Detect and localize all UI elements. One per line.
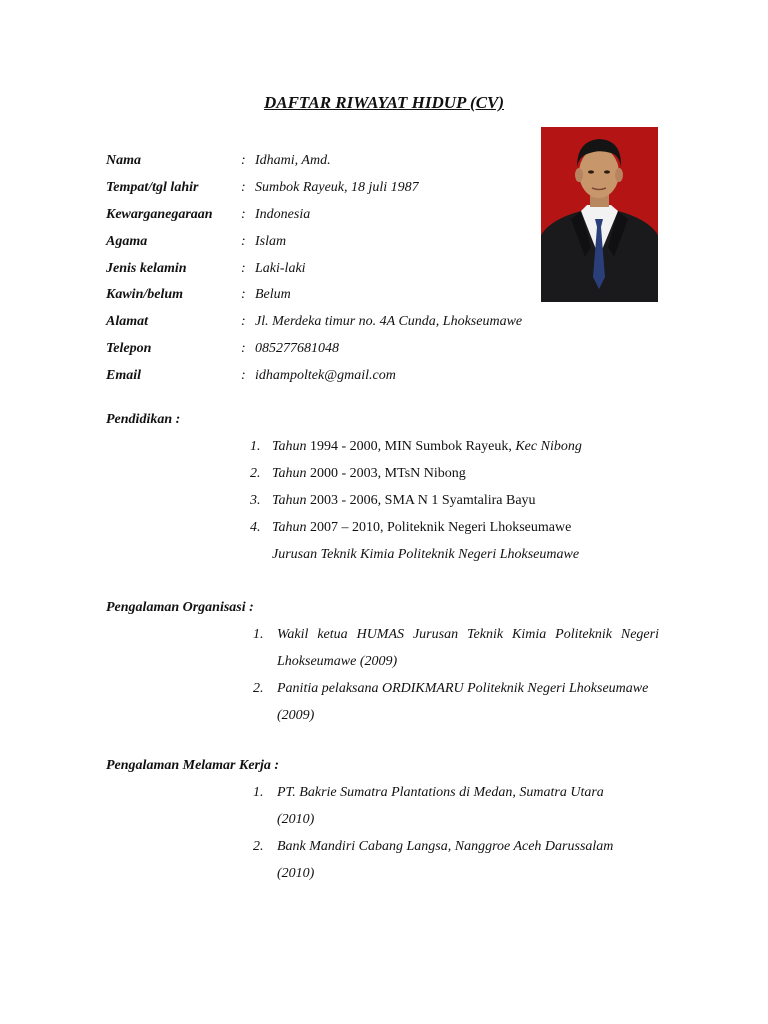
info-separator: : [241,368,246,383]
info-separator: : [241,314,246,329]
page-title: DAFTAR RIWAYAT HIDUP (CV) [263,93,505,112]
info-separator: : [241,287,246,302]
education-text: 2003 - 2006, SMA N 1 Syamtalira Bayu [310,493,536,508]
info-label: Email [106,368,142,383]
job-item-line1: PT. Bakrie Sumatra Plantations di Medan, Sumatra Utara [277,785,604,800]
info-separator: : [241,261,246,276]
education-heading: Pendidikan : [106,412,181,427]
jobs-heading: Pengalaman Melamar Kerja : [106,758,280,773]
list-number: 4. [250,520,261,535]
info-value: Indonesia [255,207,311,222]
info-label: Alamat [106,314,149,329]
education-text: 2000 - 2003, MTsN Nibong [310,466,466,481]
organization-heading: Pengalaman Organisasi : [106,600,254,615]
info-label: Nama [106,153,141,168]
info-label: Agama [106,234,148,249]
info-label: Telepon [106,341,152,356]
info-value: Laki-laki [255,261,306,276]
info-value: Islam [255,234,287,249]
organization-item-line2: (2009) [277,708,315,723]
job-item-line2: (2010) [277,866,315,881]
organization-item-line2: Lhokseumawe (2009) [277,654,398,669]
year-prefix: Tahun [272,493,311,508]
education-item-continuation: Jurusan Teknik Kimia Politeknik Negeri Lhokseumawe [272,547,580,562]
info-separator: : [241,180,246,195]
education-text: 1994 - 2000, MIN Sumbok Rayeuk, [310,439,516,454]
info-value: Idhami, Amd. [255,153,331,168]
info-separator: : [241,341,246,356]
year-prefix: Tahun [272,520,311,535]
info-label: Tempat/tgl lahir [106,180,199,195]
info-label: Kewarganegaraan [106,207,213,222]
info-value: Belum [255,287,291,302]
info-value: Jl. Merdeka timur no. 4A Cunda, Lhokseumawe [255,314,523,329]
job-item-line2: (2010) [277,812,315,827]
education-text: 2007 – 2010, Politeknik Negeri Lhokseumawe [310,520,572,535]
list-number: 1. [253,785,264,800]
education-suffix: Kec Nibong [515,439,582,454]
year-prefix: Tahun [272,439,311,454]
info-value: idhampoltek@gmail.com [255,368,396,383]
portrait-image [541,127,658,302]
info-separator: : [241,234,246,249]
info-label: Kawin/belum [106,287,184,302]
list-number: 1. [250,439,261,454]
info-separator: : [241,153,246,168]
list-number: 3. [250,493,261,508]
info-value: 085277681048 [255,341,339,356]
info-separator: : [241,207,246,222]
list-number: 2. [253,839,264,854]
job-item-line1: Bank Mandiri Cabang Langsa, Nanggroe Aceh Darussalam [277,839,614,854]
list-number: 2. [250,466,261,481]
list-number: 1. [253,627,264,642]
info-value: Sumbok Rayeuk, 18 juli 1987 [255,180,419,195]
info-label: Jenis kelamin [106,261,187,276]
organization-item-line1: Panitia pelaksana ORDIKMARU Politeknik Negeri Lhokseumawe [277,681,649,696]
profile-photo [541,127,658,302]
list-number: 2. [253,681,264,696]
year-prefix: Tahun [272,466,311,481]
organization-item-line1: Wakil ketua HUMAS Jurusan Teknik Kimia Politeknik Negeri [277,627,659,642]
